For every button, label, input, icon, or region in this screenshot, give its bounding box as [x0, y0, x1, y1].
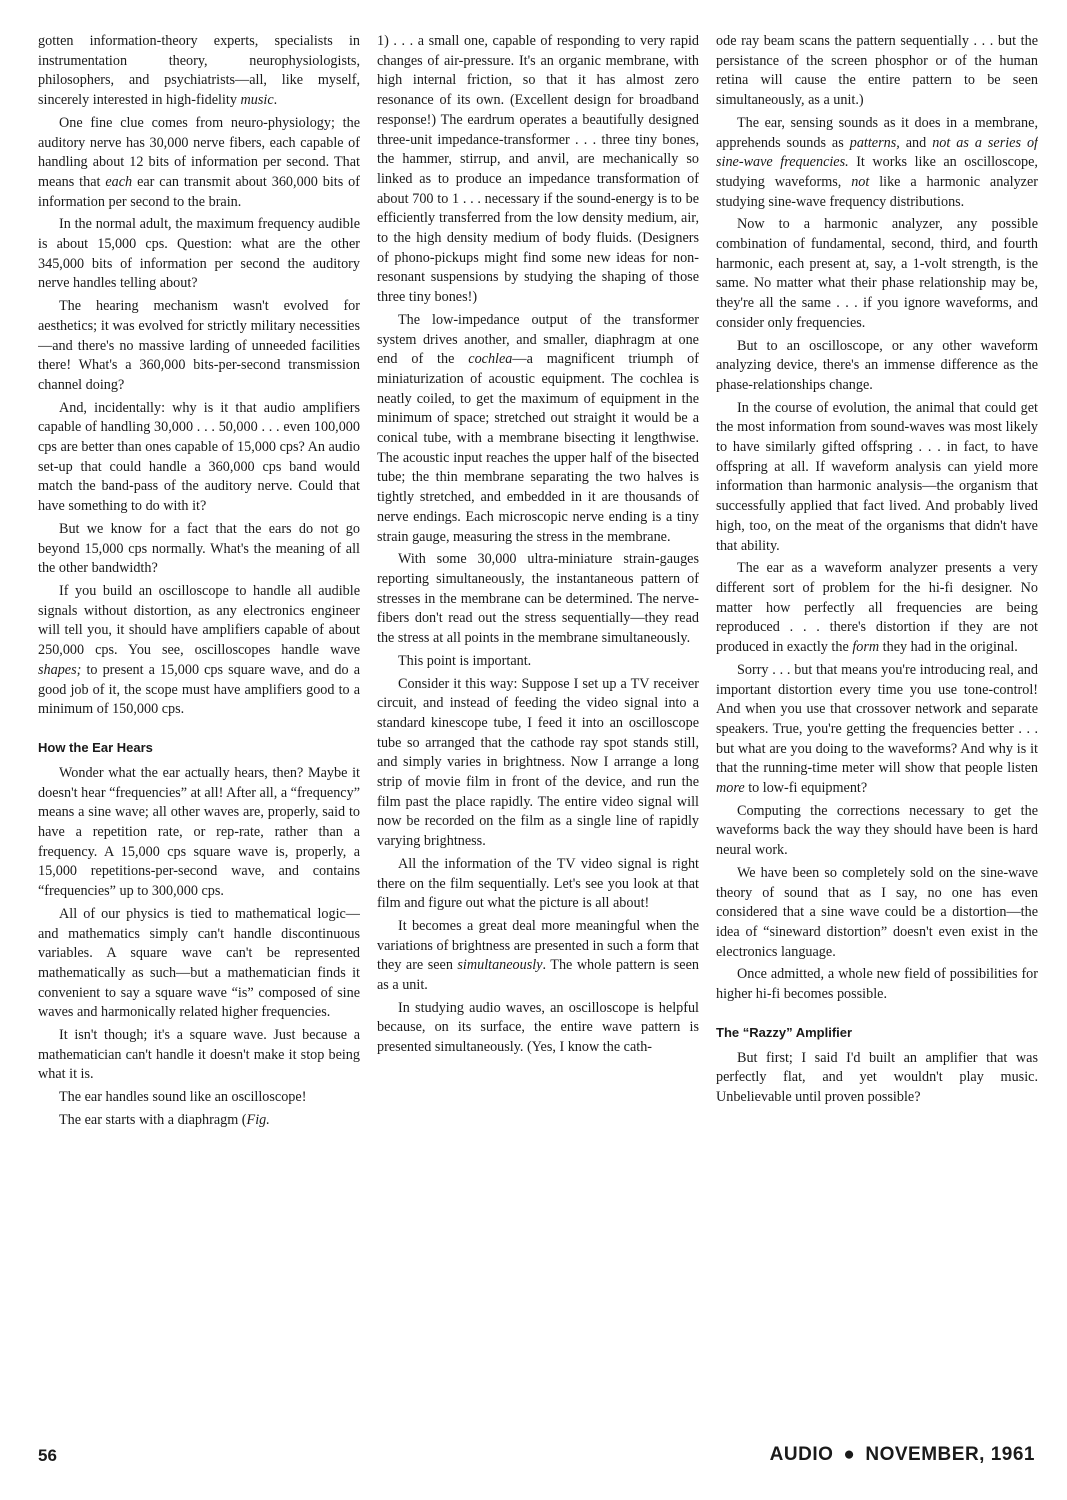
paragraph: The ear handles sound like an oscilloscope!: [59, 1089, 307, 1106]
article-body: [38, 32, 1038, 1422]
paragraph: But to an oscilloscope, or any other waveform analyzing device, there's an immense difference as the phase-relationships change.: [716, 337, 1038, 393]
paragraph: Consider it this way: Suppose I set up a TV receiver circuit, and instead of feeding the video signal into a standard kinescope tube, I feed it into an oscilloscope tube so arranged that the cathode ray spot stands still, and simply varies in brightness. Now I arrange a long strip of movie film in front of the device, and run the film past the place rapidly. The entire video signal will now be recorded on the film as a single line of rapidly varying brightness.: [377, 675, 699, 850]
paragraph: 1) . . . a small one, capable of responding to very rapid changes of air-pressure. It's an organic membrane, with high internal friction, so that it has almost zero resonance of its own. (Excellent design for broadband response!) The eardrum operates a beautifully designed three-unit impedance-transformer . . . three tiny bones, the hammer, stirrup, and anvil, are mechanically so linked as to produce an impedance transformation of about 700 to 1 . . . necessary if the sound-energy is to be efficiently transferred from the low density medium, air, to the high density medium of body fluids. (Designers of phono-pickups might find some new ideas for non-resonant suspensions by studying the shaping of those three tiny bones!): [377, 33, 699, 306]
column-3: [716, 32, 1038, 1422]
paragraph: In the normal adult, the maximum frequency audible is about 15,000 cps. Question: what are the other 345,000 bits of information per second the auditory nerve handles telling about?: [38, 216, 360, 292]
paragraph: In the course of evolution, the animal that could get the most information from sound-waves was most likely to have similarly gifted offspring . . . in fact, to have offspring at all. If waveform analysis can yield more information than harmonic analysis—the organism that successfully applied that fact lived. And probably lived high, too, on the meat of the organisms that didn't have that ability.: [716, 399, 1038, 554]
section-heading: How the Ear Hears: [38, 739, 153, 755]
bullet-icon: ●: [843, 1444, 856, 1465]
paragraph: ode ray beam scans the pattern sequentially . . . but the persistance of the screen phosphor or of the human retina will cause the entire pattern to be seen simultaneously, as a unit.): [716, 33, 1038, 109]
paragraph: This point is important.: [398, 652, 532, 669]
page-footer: [38, 1444, 1035, 1474]
paragraph: One fine clue comes from neuro-physiology; the auditory nerve has 30,000 nerve fibers, each capable of handling about 12 bits of information per second. That means that each ear can transmit about 360,000 bits of information per second to the brain.: [38, 114, 360, 210]
paragraph: Once admitted, a whole new field of possibilities for higher hi-fi becomes possible.: [716, 966, 1038, 1003]
paragraph: With some 30,000 ultra-miniature strain-gauges reporting simultaneously, the instantaneous pattern of stresses in the membrane can be determined. The nerve-fibers don't read out the stress sequentially—they read the stress at all points in the membrane simultaneously.: [377, 551, 699, 647]
paragraph: It isn't though; it's a square wave. Just because a mathematician can't handle it doesn't make it stop being what it is.: [38, 1027, 360, 1083]
paragraph: The ear, sensing sounds as it does in a membrane, apprehends sounds as patterns, and not as a series of sine-wave frequencies. It works like an oscilloscope, studying waveforms, not like a harmonic analyzer studying sine-wave frequency distributions.: [716, 114, 1038, 210]
issue-date: NOVEMBER, 1961: [865, 1444, 1035, 1465]
paragraph: But first; I said I'd built an amplifier that was perfectly flat, and yet wouldn't play music. Unbelievable until proven possible?: [716, 1049, 1038, 1106]
magazine-name: AUDIO: [769, 1444, 834, 1465]
paragraph: The hearing mechanism wasn't evolved for aesthetics; it was evolved for strictly military necessities—and there's no massive larding of unneeded facilities there! What's a 360,000 bits-per-second transmission channel doing?: [38, 298, 360, 393]
page-number: 56: [38, 1446, 57, 1465]
paragraph: If you build an oscilloscope to handle all audible signals without distortion, as any electronics engineer will tell you, it should have amplifiers capable of about 250,000 cps. You see, oscilloscopes handle wave shapes; to present a 15,000 cps square wave, and do a good job of it, the scope must have amplifiers good to a minimum of 150,000 cps.: [38, 582, 360, 718]
paragraph: Computing the corrections necessary to get the waveforms back the way they should have been is hard neural work.: [716, 802, 1038, 859]
paragraph: All the information of the TV video signal is right there on the film sequentially. Let's see you look at that film and figure out what the picture is all about!: [377, 855, 699, 912]
paragraph: gotten information-theory experts, specialists in instrumentation theory, neurophysiologists, philosophers, and psychiatrists—all, like myself, sincerely interested in high-fidelity music.: [38, 33, 360, 109]
paragraph: The ear starts with a diaphragm (Fig.: [59, 1111, 270, 1128]
paragraph: And, incidentally: why is it that audio amplifiers capable of handling 30,000 . . . 50,000 . . . even 100,000 cps are better than ones capable of 15,000 cps? An audio set-up that could handle a 360,000 cps band would match the band-pass of the auditory nerve. Could that have something to do with it?: [38, 399, 360, 515]
paragraph: It becomes a great deal more meaningful when the variations of brightness are presented in such a form that they are seen simultaneously. The whole pattern is seen as a unit.: [377, 917, 699, 994]
paragraph: Now to a harmonic analyzer, any possible combination of fundamental, second, third, and fourth harmonic, each present at, say, a 1-volt strength, is the same. No matter what their phase relationship may be, they're all the same . . . if you ignore waveforms, and consider only frequencies.: [716, 216, 1038, 331]
paragraph: All of our physics is tied to mathematical logic—and mathematics simply can't handle discontinuous variables. A square wave can't be represented mathematically as such—but a mathematician finds it convenient to say a square wave “is” composed of sine waves and harmonically related higher frequencies.: [38, 905, 360, 1021]
paragraph: We have been so completely sold on the sine-wave theory of sound that as I say, no one has even considered that a sine wave could be a distortion—the idea of “sineward distortion” doesn't even exist in the electronics language.: [716, 864, 1038, 960]
paragraph: The low-impedance output of the transformer system drives another, and smaller, diaphragm at one end of the cochlea—a magnificent triumph of miniaturization of acoustic equipment. The cochlea is neatly coiled, to get the maximum of equipment in the minimum of space; stretched out straight it would be a conical tube, with a membrane bisecting it lengthwise. The acoustic input reaches the upper half of the bisected tube; the thin membrane separating the two halves is tightly stretched, and embedded in it are thousands of nerve endings. Each microscopic nerve ending is a tiny strain gauge, measuring the stress in the membrane.: [377, 311, 699, 545]
paragraph: But we know for a fact that the ears do not go beyond 15,000 cps normally. What's the meaning of all the other bandwidth?: [38, 520, 360, 577]
column-1: [38, 32, 360, 1422]
paragraph: Sorry . . . but that means you're introducing real, and important distortion every time you use tone-control! And when you use that crossover network and separate speakers. True, you're getting the frequencies better . . . but what are you doing to the waveforms? And why is it that the running-time meter will show that people listen more to low-fi equipment?: [716, 661, 1038, 797]
section-heading: The “Razzy” Amplifier: [716, 1024, 853, 1040]
paragraph: Wonder what the ear actually hears, then? Maybe it doesn't hear “frequencies” at all! After all, a “frequency” means a sine wave; all other waves are, properly, said to have a repetition rate, or rep-rate, rather than a frequency. A 15,000 cps square wave is, properly, a 15,000 repetitions-per-second wave, and contains “frequencies” up to 300,000 cps.: [38, 764, 360, 900]
paragraph: In studying audio waves, an oscilloscope is helpful because, on its surface, the entire wave pattern is presented simultaneously. (Yes, I know the cath-: [377, 999, 699, 1056]
paragraph: The ear as a waveform analyzer presents a very different sort of problem for the hi-fi designer. No matter how perfectly all frequencies are being reproduced . . . there's distortion if they are not produced in exactly the form they had in the original.: [716, 560, 1038, 656]
running-footer: [770, 1444, 1035, 1466]
column-2: [377, 32, 699, 1422]
